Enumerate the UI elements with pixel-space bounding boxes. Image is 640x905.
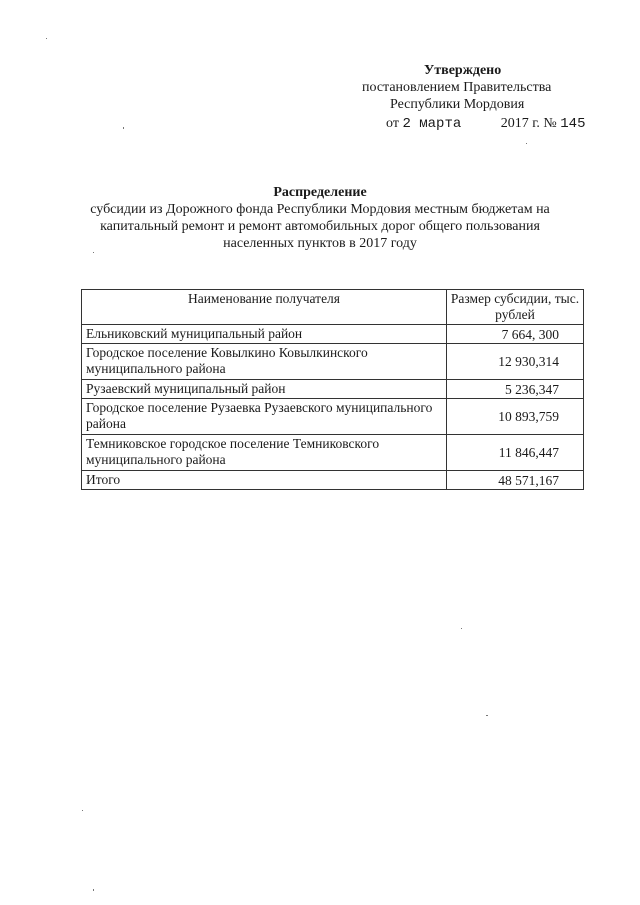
- recipient-name: Рузаевский муниципальный район: [82, 380, 447, 399]
- heading-line-1: субсидии из Дорожного фонда Республики Мордовия местным бюджетам на: [90, 202, 550, 217]
- approval-title: Утверждено: [424, 63, 502, 78]
- table-row: [82, 435, 584, 471]
- scan-speck: [93, 889, 94, 891]
- scan-speck: [46, 38, 47, 39]
- distribution-table: [81, 289, 584, 490]
- approval-line-1: постановлением Правительства: [362, 80, 552, 95]
- header-recipient: Наименование получателя: [82, 290, 447, 325]
- decree-year: 2017 г. №: [500, 116, 557, 131]
- total-amount: 48 571,167: [447, 471, 584, 490]
- subsidy-amount: 7 664, 300: [447, 325, 584, 344]
- scan-speck: [486, 715, 488, 716]
- table-row: [82, 399, 584, 435]
- subsidy-amount: 12 930,314: [447, 344, 584, 380]
- scan-speck: [123, 127, 124, 129]
- decree-number: 145: [560, 116, 586, 132]
- scan-speck: [526, 143, 527, 144]
- date-prefix: от: [386, 116, 399, 131]
- approval-date-line: [386, 115, 586, 133]
- subsidy-amount: 11 846,447: [447, 435, 584, 471]
- table-total-row: [82, 471, 584, 490]
- recipient-name: Темниковское городское поселение Темниковского муниципального района: [82, 435, 447, 471]
- heading-title: Распределение: [273, 185, 367, 200]
- table-row: [82, 325, 584, 344]
- table-row: [82, 344, 584, 380]
- total-label: Итого: [82, 471, 447, 490]
- subsidy-amount: 5 236,347: [447, 380, 584, 399]
- table-header-row: [82, 290, 584, 325]
- table-row: [82, 380, 584, 399]
- approval-line-2: Республики Мордовия: [390, 97, 525, 112]
- recipient-name: Ельниковский муниципальный район: [82, 325, 447, 344]
- scan-speck: [461, 628, 462, 629]
- document-heading: [60, 184, 580, 252]
- subsidy-amount: 10 893,759: [447, 399, 584, 435]
- scan-speck: [82, 810, 83, 811]
- date-value: 2 марта: [402, 116, 462, 132]
- heading-line-3: населенных пунктов в 2017 году: [223, 236, 417, 251]
- recipient-name: Городское поселение Рузаевка Рузаевского муниципального района: [82, 399, 447, 435]
- heading-line-2: капитальный ремонт и ремонт автомобильных дорог общего пользования: [100, 219, 540, 234]
- header-amount: Размер субсидии, тыс. рублей: [447, 290, 584, 325]
- scan-speck: [93, 252, 94, 253]
- recipient-name: Городское поселение Ковылкино Ковылкинского муниципального района: [82, 344, 447, 380]
